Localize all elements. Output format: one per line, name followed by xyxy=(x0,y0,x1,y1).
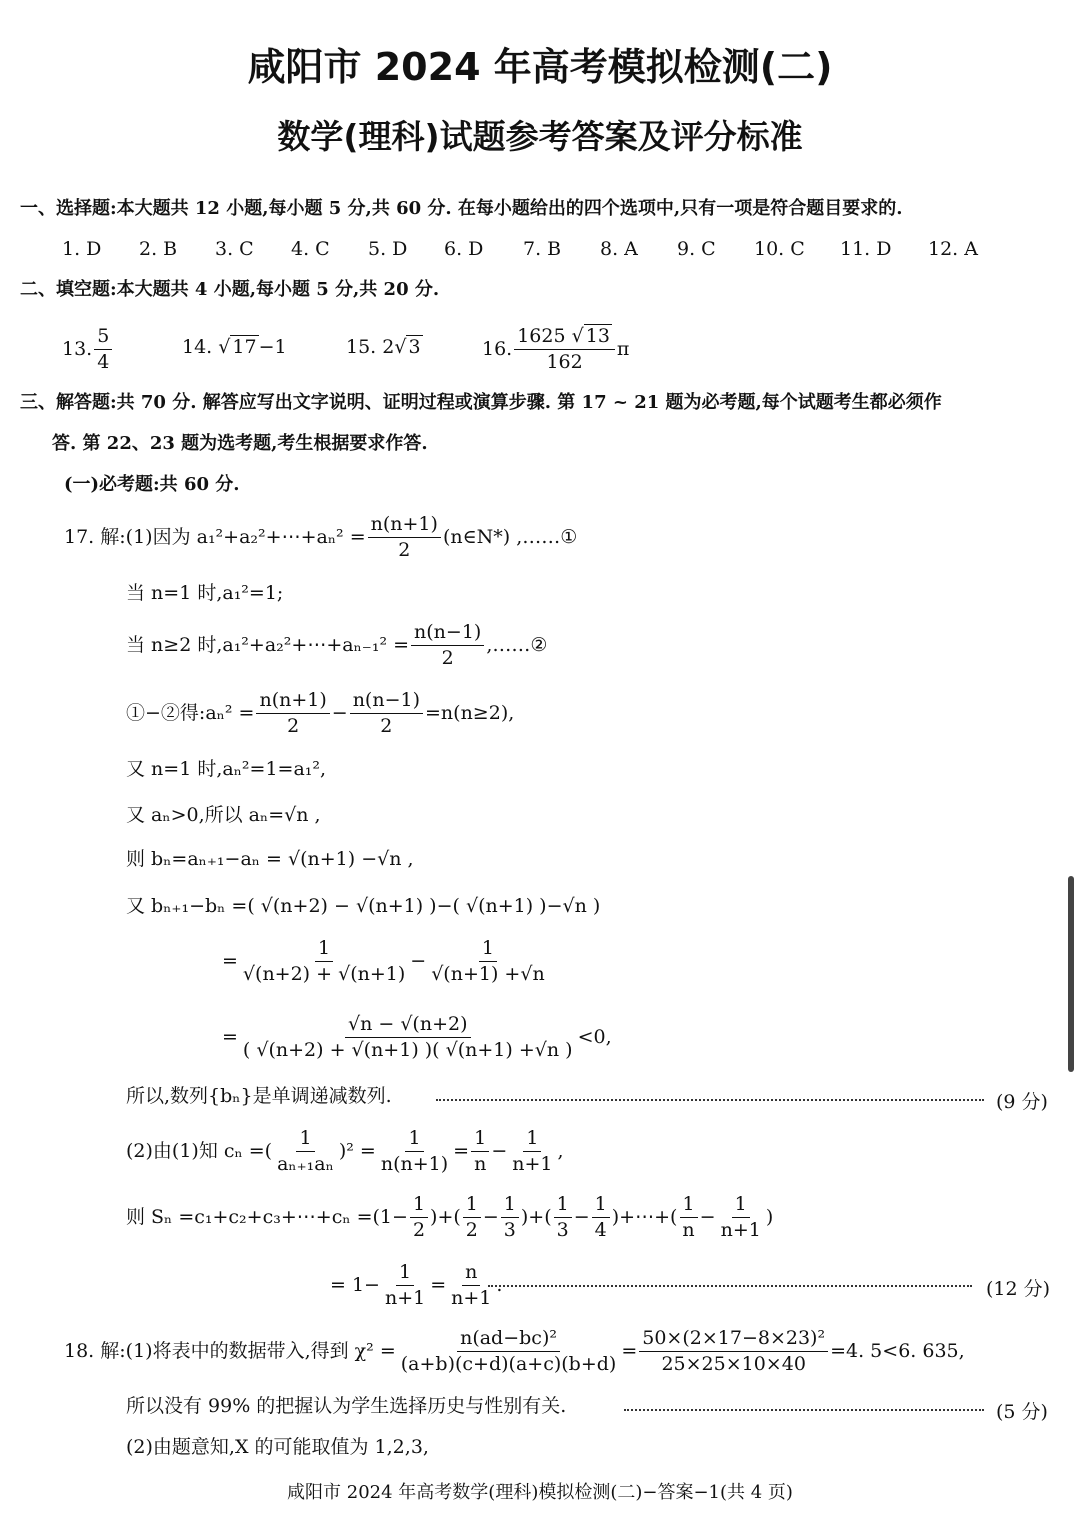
q17-line12-mid: )² = xyxy=(338,1139,376,1162)
q17-line14-d1: n+1 xyxy=(384,1286,426,1309)
q17-line1-text: 17. 解:(1)因为 a₁²+a₂²+⋯+aₙ² = xyxy=(64,525,366,548)
q17-line13-b: )+( xyxy=(520,1205,552,1228)
q18-line1 xyxy=(64,1328,965,1375)
answer-9: 9. C xyxy=(677,238,716,260)
q17-line11: 所以,数列{bₙ}是单调递减数列. xyxy=(126,1085,392,1107)
answer-14-tail: −1 xyxy=(258,336,287,358)
q17-line14-n1: 1 xyxy=(396,1262,414,1286)
answer-5: 5. D xyxy=(368,238,408,260)
q17-line13-f7n: 1 xyxy=(732,1194,750,1218)
q17-line12-den: aₙ₊₁aₙ xyxy=(277,1152,334,1175)
q17-line2: 当 n=1 时,a₁²=1; xyxy=(126,582,284,604)
q17-line4-text: ①−②得:aₙ² = xyxy=(126,701,255,724)
q17-line12-den4: n+1 xyxy=(512,1152,553,1175)
q17-line3-den: 2 xyxy=(441,646,454,669)
answer-16: 16. $\frac{1625 √ 13}{162}$ π xyxy=(482,325,630,373)
q17-line1-tail: (n∈N*) ,……① xyxy=(442,525,578,548)
answer-16-pi: π xyxy=(616,337,630,360)
q18-line1-tail: =4. 5<6. 635, xyxy=(830,1339,965,1362)
q17-line13-f3d: 3 xyxy=(503,1218,516,1241)
q17-line14-n2: n xyxy=(462,1262,480,1286)
q18-line1-eq: = xyxy=(621,1339,638,1362)
q17-line10-tail: <0, xyxy=(577,1025,612,1048)
q17-line14-text: = 1− xyxy=(330,1273,380,1296)
q17-line3-text: 当 n≥2 时,a₁²+a₂²+⋯+aₙ₋₁² = xyxy=(126,633,410,656)
answer-13-num: 5 xyxy=(94,326,112,350)
q17-line13-f2n: 1 xyxy=(463,1194,481,1218)
q17-line5: 又 n=1 时,aₙ²=1=a₁², xyxy=(126,758,327,780)
q17-line13-m2: − xyxy=(573,1205,590,1228)
q18-line2-leader xyxy=(624,1409,984,1411)
answer-15-label: 15. xyxy=(346,336,377,358)
answer-15-radicand: 3 xyxy=(408,336,421,358)
q17-line6: 又 aₙ>0,所以 aₙ=√n , xyxy=(126,804,321,826)
q17-line14-tail: . xyxy=(496,1273,503,1296)
q17-line13-f4d: 3 xyxy=(556,1218,569,1241)
answer-13-label: 13. xyxy=(62,337,93,360)
section3-subheading: (一)必考题:共 60 分. xyxy=(64,474,240,495)
q17-line13 xyxy=(126,1194,773,1241)
answer-15-coef: 2 xyxy=(382,336,395,358)
page-title: 咸阳市 2024 年高考模拟检测(二) xyxy=(247,45,833,89)
q17-line10-num: √n − √(n+2) xyxy=(345,1014,471,1038)
q17-line13-f4n: 1 xyxy=(554,1194,572,1218)
q17-score-9: (9 分) xyxy=(996,1091,1048,1113)
q17-line8: 又 bₙ₊₁−bₙ =( √(n+2) − √(n+1) )−( √(n+1) )−√n ) xyxy=(126,895,601,917)
q17-line9-den1: √(n+2) + √(n+1) xyxy=(242,962,406,985)
q17-line10-eq: = xyxy=(222,1025,238,1048)
q17-line13-f3n: 1 xyxy=(501,1194,519,1218)
q17-line1-num: n(n+1) xyxy=(368,514,441,538)
q17-line4-den2: 2 xyxy=(380,714,393,737)
q17-line12-num4: 1 xyxy=(523,1128,541,1152)
q17-line13-m3: − xyxy=(699,1205,716,1228)
q17-line11-leader xyxy=(436,1099,984,1101)
answer-6: 6. D xyxy=(444,238,484,260)
q17-line3-num: n(n−1) xyxy=(411,622,484,646)
answer-1: 1. D xyxy=(62,238,102,260)
q17-line4-tail: =n(n≥2), xyxy=(425,701,515,724)
q17-line13-f2d: 2 xyxy=(465,1218,478,1241)
q17-line9-num1: 1 xyxy=(315,938,333,962)
q17-line13-f1n: 1 xyxy=(410,1194,428,1218)
q17-line14-leader xyxy=(488,1285,972,1287)
q17-line13-m1: − xyxy=(482,1205,499,1228)
q17-line9-eq: = xyxy=(222,949,238,972)
answer-14-label: 14. xyxy=(182,336,213,358)
answer-15: 15. 2√ 3 xyxy=(346,336,421,358)
q17-line12-den3: n xyxy=(474,1152,487,1175)
answer-14: 14. √ 17 −1 xyxy=(182,336,287,358)
q17-line12-tail: , xyxy=(557,1139,564,1162)
answer-8: 8. A xyxy=(600,238,638,260)
q17-line13-f6n: 1 xyxy=(680,1194,698,1218)
answer-16-den: 162 xyxy=(546,350,583,373)
q17-line4-den1: 2 xyxy=(287,714,300,737)
q17-line3-tail: ,……② xyxy=(486,633,548,656)
q17-line12-text: (2)由(1)知 cₙ =( xyxy=(126,1139,273,1162)
q17-line14 xyxy=(330,1262,502,1309)
q17-line12 xyxy=(126,1128,564,1175)
q17-line12-num3: 1 xyxy=(471,1128,489,1152)
q17-line14-d2: n+1 xyxy=(451,1286,492,1309)
vertical-scrollbar[interactable] xyxy=(1068,876,1074,1072)
section3-heading-line1: 三、解答题:共 70 分. 解答应写出文字说明、证明过程或演算步骤. 第 17 ~ 21 题为必考题,每个试题考生都必须作 xyxy=(20,392,942,413)
q17-line9-num2: 1 xyxy=(479,938,497,962)
q17-line12-num: 1 xyxy=(296,1128,314,1152)
q17-line12-num2: 1 xyxy=(405,1128,423,1152)
page-subtitle: 数学(理科)试题参考答案及评分标准 xyxy=(277,117,803,156)
q18-line1-text: 18. 解:(1)将表中的数据带入,得到 χ² = xyxy=(64,1339,396,1362)
q17-line9-den2: √(n+1) +√n xyxy=(431,962,545,985)
answer-11: 11. D xyxy=(840,238,892,260)
q17-line12-den2: n(n+1) xyxy=(380,1152,449,1175)
q18-line3: (2)由题意知,X 的可能取值为 1,2,3, xyxy=(126,1436,429,1458)
answer-13-den: 4 xyxy=(97,350,110,373)
page-footer: 咸阳市 2024 年高考数学(理科)模拟检测(二)−答案−1(共 4 页) xyxy=(287,1482,793,1503)
answer-16-label: 16. xyxy=(482,337,513,360)
q18-line1-num2: 50×(2×17−8×23)² xyxy=(639,1328,828,1352)
q17-score-12: (12 分) xyxy=(986,1278,1051,1300)
section1-heading: 一、选择题:本大题共 12 小题,每小题 5 分,共 60 分. 在每小题给出的四个选项中,只有一项是符合题目要求的. xyxy=(20,198,903,219)
q17-line13-c: )+⋯+( xyxy=(611,1205,678,1228)
q17-line7: 则 bₙ=aₙ₊₁−aₙ = √(n+1) −√n , xyxy=(126,848,414,870)
q17-line4-num1: n(n+1) xyxy=(256,690,329,714)
q17-line13-end: ) xyxy=(765,1205,774,1228)
answer-10: 10. C xyxy=(754,238,805,260)
answer-12: 12. A xyxy=(928,238,978,260)
q18-line1-den2: 25×25×10×40 xyxy=(661,1352,806,1375)
q17-line14-eq: = xyxy=(430,1273,447,1296)
q17-line1 xyxy=(64,514,577,561)
q17-line13-f6d: n xyxy=(682,1218,695,1241)
answer-14-radicand: 17 xyxy=(232,336,257,358)
q17-line3 xyxy=(126,622,547,669)
q18-line1-num: n(ad−bc)² xyxy=(457,1328,560,1352)
answer-16-num: 1625 xyxy=(517,325,566,347)
answer-3: 3. C xyxy=(215,238,254,260)
q18-line2: 所以没有 99% 的把握认为学生选择历史与性别有关. xyxy=(126,1395,567,1417)
answer-7: 7. B xyxy=(523,238,562,260)
q17-line9-minus: − xyxy=(410,949,427,972)
q17-line10-den: ( √(n+2) + √(n+1) )( √(n+1) +√n ) xyxy=(242,1038,573,1061)
q17-line1-den: 2 xyxy=(398,538,411,561)
q18-score-5: (5 分) xyxy=(996,1401,1048,1423)
q17-line13-f5n: 1 xyxy=(592,1194,610,1218)
q17-line13-f1d: 2 xyxy=(412,1218,426,1241)
section2-heading: 二、填空题:本大题共 4 小题,每小题 5 分,共 20 分. xyxy=(20,279,440,300)
answer-16-radicand: 13 xyxy=(585,325,610,347)
q17-line4 xyxy=(126,690,514,737)
q17-line12-eq: = xyxy=(453,1139,470,1162)
q17-line10 xyxy=(222,1014,612,1061)
q17-line9 xyxy=(222,938,550,985)
q17-line13-f7d: n+1 xyxy=(720,1218,761,1241)
answer-13 xyxy=(62,326,114,373)
q17-line13-text: 则 Sₙ =c₁+c₂+c₃+⋯+cₙ =(1− xyxy=(126,1205,408,1228)
section3-heading-line2: 答. 第 22、23 题为选考题,考生根据要求作答. xyxy=(52,433,428,454)
q18-line1-den: (a+b)(c+d)(a+c)(b+d) xyxy=(400,1352,617,1375)
q17-line4-num2: n(n−1) xyxy=(350,690,423,714)
q17-line13-a: )+( xyxy=(430,1205,461,1228)
q17-line4-minus: − xyxy=(331,701,348,724)
q17-line13-f5d: 4 xyxy=(594,1218,607,1241)
answer-4: 4. C xyxy=(291,238,330,260)
answer-2: 2. B xyxy=(139,238,178,260)
q17-line12-minus: − xyxy=(491,1139,508,1162)
